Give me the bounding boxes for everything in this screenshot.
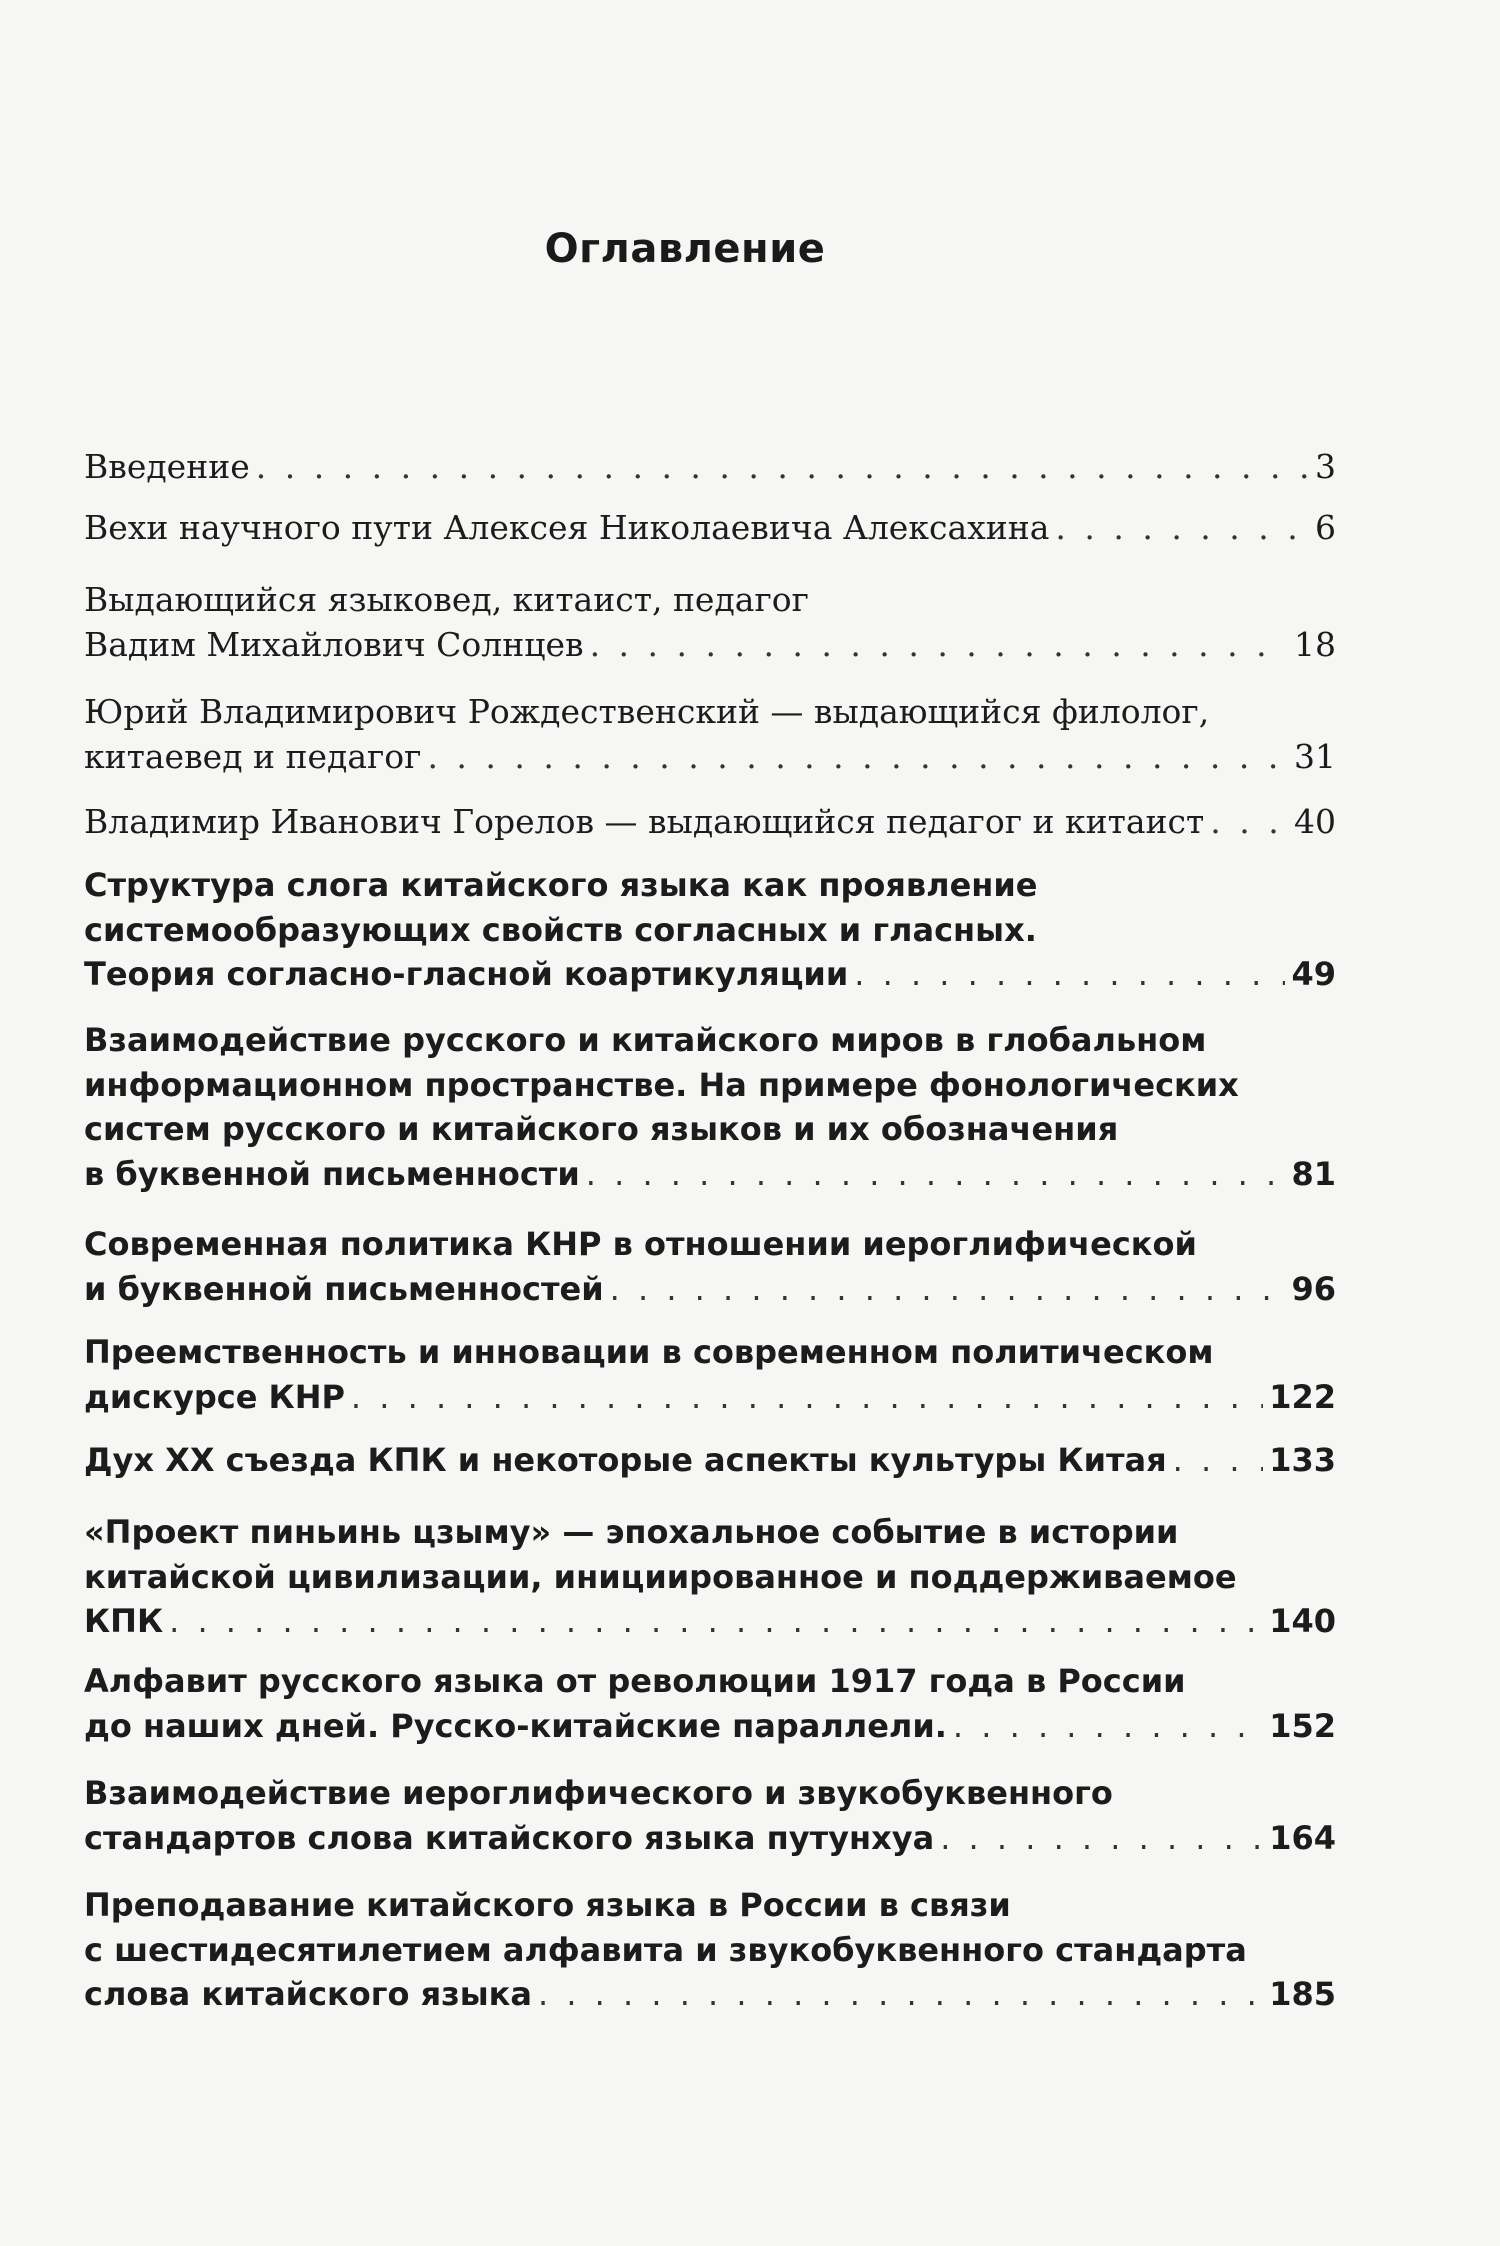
toc-entry [84,578,1336,667]
toc-entry-last-line [84,1599,1336,1644]
dot-leader [953,1704,1263,1749]
toc-entry [84,445,1336,490]
toc-entry [84,1510,1336,1644]
page-number: 122 [1269,1377,1336,1416]
dot-leader [586,1152,1286,1197]
toc-entry [84,1438,1336,1483]
toc-entry-last-line [84,800,1336,845]
toc-entry-line: КПК [84,1602,164,1640]
toc-entry-last-line [84,1704,1336,1749]
page-number: 49 [1291,955,1336,993]
toc-entry-last-line [84,952,1336,997]
toc-entry-line: дискурсе КНР [84,1377,345,1416]
toc-entry [84,1771,1336,1860]
page-number: 96 [1291,1269,1336,1308]
toc-entry [84,690,1336,779]
page-number: 185 [1269,1975,1336,2013]
toc-entry-line: и буквенной письменностей [84,1269,604,1308]
page-number: 40 [1294,802,1336,841]
toc-entry [84,1883,1336,2017]
dot-leader [538,1972,1263,2017]
page-number: 140 [1269,1602,1336,1640]
page-number: 6 [1315,508,1336,547]
toc-entry-last-line [84,1816,1336,1861]
toc-entry-line: систем русского и китайского языков и их обозначения [84,1110,1119,1148]
toc-entry-line: Теория согласно-гласной коартикуляции [84,955,849,993]
page-number: 3 [1315,447,1336,486]
toc-entry-line: информационном пространстве. На примере фонологических [84,1065,1239,1104]
toc-entry [84,1018,1336,1196]
toc-entry-line: Современная политика КНР в отношении иероглифической [84,1225,1197,1263]
toc-entry-last-line [84,1438,1336,1483]
toc-entry [84,1330,1336,1419]
toc-entry-last-line [84,1152,1336,1197]
toc-entry-last-line [84,1267,1336,1312]
toc-entry [84,1222,1336,1311]
toc-entry-line: в буквенной письменности [84,1154,580,1193]
toc-entry-last-line [84,506,1336,551]
toc-entry [84,1659,1336,1748]
page-number: 81 [1291,1154,1336,1193]
toc-entry-line: Преподавание китайского языка в России в связи [84,1886,1011,1924]
dot-leader [1210,800,1288,845]
toc-entry-line: «Проект пиньинь цзыму» — эпохальное событие в истории [84,1513,1179,1551]
toc-title: Оглавление [544,226,826,272]
toc-entry-line: Структура слога китайского языка как проявление [84,866,1038,904]
dot-leader [940,1816,1263,1861]
toc-entry-line: Взаимодействие русского и китайского миров в глобальном [84,1021,1207,1059]
dot-leader [427,735,1288,780]
toc-entry-line: до наших дней. Русско-китайские параллели. [84,1706,947,1745]
dot-leader [1055,506,1309,551]
toc-entry-line: Владимир Иванович Горелов — выдающийся педагог и китаист [84,802,1205,841]
page-number: 152 [1269,1706,1336,1745]
toc-entry-line: системообразующих свойств согласных и гласных. [84,910,1037,949]
toc-entry-line: Преемственность и инновации в современном политическом [84,1333,1214,1371]
dot-leader [351,1375,1263,1420]
toc-entry [84,506,1336,551]
dot-leader [610,1267,1286,1312]
page-number: 18 [1294,624,1336,664]
toc-entry-last-line [84,445,1336,490]
dot-leader [854,952,1285,997]
toc-entry-line: Вехи научного пути Алексея Николаевича Алексахина [84,508,1050,547]
page-number: 133 [1269,1441,1336,1479]
toc-entry [84,800,1336,845]
toc-entry-line: с шестидесятилетием алфавита и звукобуквенного стандарта [84,1930,1247,1969]
dot-leader [590,623,1288,668]
toc-entry-line: Введение [84,447,250,486]
dot-leader [1173,1438,1264,1483]
page-number: 31 [1294,736,1336,776]
toc-entry-line: Дух XX съезда КПК и некоторые аспекты культуры Китая [84,1441,1167,1479]
dot-leader [256,445,1309,490]
toc-entry-line: слова китайского языка [84,1975,532,2013]
toc-entry-line: китаевед и педагог [84,736,422,776]
toc-entry-line: Вадим Михайлович Солнцев [84,624,584,664]
toc-entry-line: стандартов слова китайского языка путунхуа [84,1818,935,1857]
toc-entry-line: Выдающийся языковед, китаист, педагог [84,580,809,619]
toc-entry-line: китайской цивилизации, инициированное и поддерживаемое [84,1557,1237,1596]
toc-entry-last-line [84,1375,1336,1420]
toc-entry-line: Взаимодействие иероглифического и звукобуквенного [84,1774,1113,1812]
toc-entry-last-line [84,735,1336,780]
toc-entry-last-line [84,1972,1336,2017]
page-number: 164 [1269,1818,1336,1857]
toc-entry-line: Юрий Владимирович Рождественский — выдающийся филолог, [84,692,1210,731]
toc-entry-line: Алфавит русского языка от революции 1917 года в России [84,1662,1186,1700]
dot-leader [169,1599,1263,1644]
toc-entry [84,863,1336,997]
toc-entry-last-line [84,623,1336,668]
